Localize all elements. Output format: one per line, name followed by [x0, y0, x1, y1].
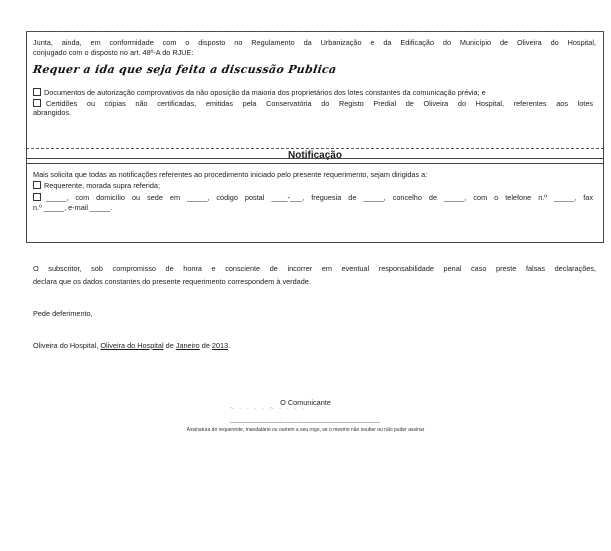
checkbox-row-requerente[interactable] — [33, 181, 160, 191]
declaration-line2: declara que os dados constantes do presente requerimento correspondem à verdade. — [33, 277, 311, 286]
section1-option2-line2: abrangidos. — [33, 108, 72, 117]
notificacao-option2-line2: n.º _____, e-mail _____. — [33, 203, 113, 212]
date-place-filled: Oliveira do Hospital — [100, 341, 164, 350]
signature-line — [230, 422, 380, 423]
notificacao-title: Notificação — [288, 150, 342, 161]
signature-title: O Comunicante — [280, 398, 331, 407]
handwritten-request: Requer a ida que seja feita a discussão Publica — [32, 63, 338, 76]
date-month: Janeiro — [175, 341, 200, 350]
checkbox[interactable] — [33, 193, 41, 201]
notificacao-intro: Mais solicita que todas as notificações referentes ao procedimento iniciado pelo presente requerimento, sejam dirigidas a: — [33, 170, 428, 179]
date-end: . — [228, 341, 231, 350]
checkbox-label: Requerente, morada supra referida; — [44, 181, 161, 190]
checkbox-label: Documentos de autorização comprovativos da não oposição da maioria dos proprietários dos lotes constantes da comunicação prévia; e — [44, 88, 486, 97]
checkbox[interactable] — [33, 99, 41, 107]
checkbox-row-certificates[interactable] — [33, 99, 596, 109]
section-top-dashed-line — [26, 31, 604, 32]
signature-scribble: ~ · · · · ~ · · · · — [230, 406, 306, 412]
pede-deferimento: Pede deferimento, — [33, 309, 93, 318]
checkbox-row-other-address[interactable] — [33, 193, 596, 203]
date-place: Oliveira do Hospital, — [33, 341, 99, 350]
section1-line2: conjugado com o disposto no art. 48º-A do RJUE: — [33, 48, 194, 57]
declaration-line1: O subscritor, sob compromisso de honra e consciente de incorrer em eventual responsabilidade penal caso preste falsas declarações, — [33, 264, 596, 273]
checkbox-row-authorization[interactable] — [33, 88, 486, 98]
date-line — [33, 341, 230, 351]
date-year: 2013 — [211, 341, 229, 350]
checkbox[interactable] — [33, 181, 41, 189]
notificacao-title-rule — [26, 163, 604, 164]
checkbox[interactable] — [33, 88, 41, 96]
signature-caption: Assinatura do requerente, mandatário ou outrem a seu rogo, se o mesmo não souber ou não puder assinar — [186, 427, 425, 433]
date-de2: de — [201, 341, 210, 350]
date-de1: de — [165, 341, 174, 350]
checkbox-label: Certidões ou cópias não certificadas, emitidas pela Conservatória do Registo Predial de Oliveira do Hospital, referentes aos lotes — [46, 99, 594, 108]
section1-line1: Junta, ainda, em conformidade com o disposto no Regulamento da Urbanização e da Edificação do Município de Oliveira do Hospital, — [33, 38, 596, 47]
signature-dots: · · · · — [270, 416, 304, 422]
checkbox-label: _____, com domicílio ou sede em _____, código postal ____-___, freguesia de _____, concelho de _____, com o telefone n.º _____, fax — [46, 193, 594, 202]
